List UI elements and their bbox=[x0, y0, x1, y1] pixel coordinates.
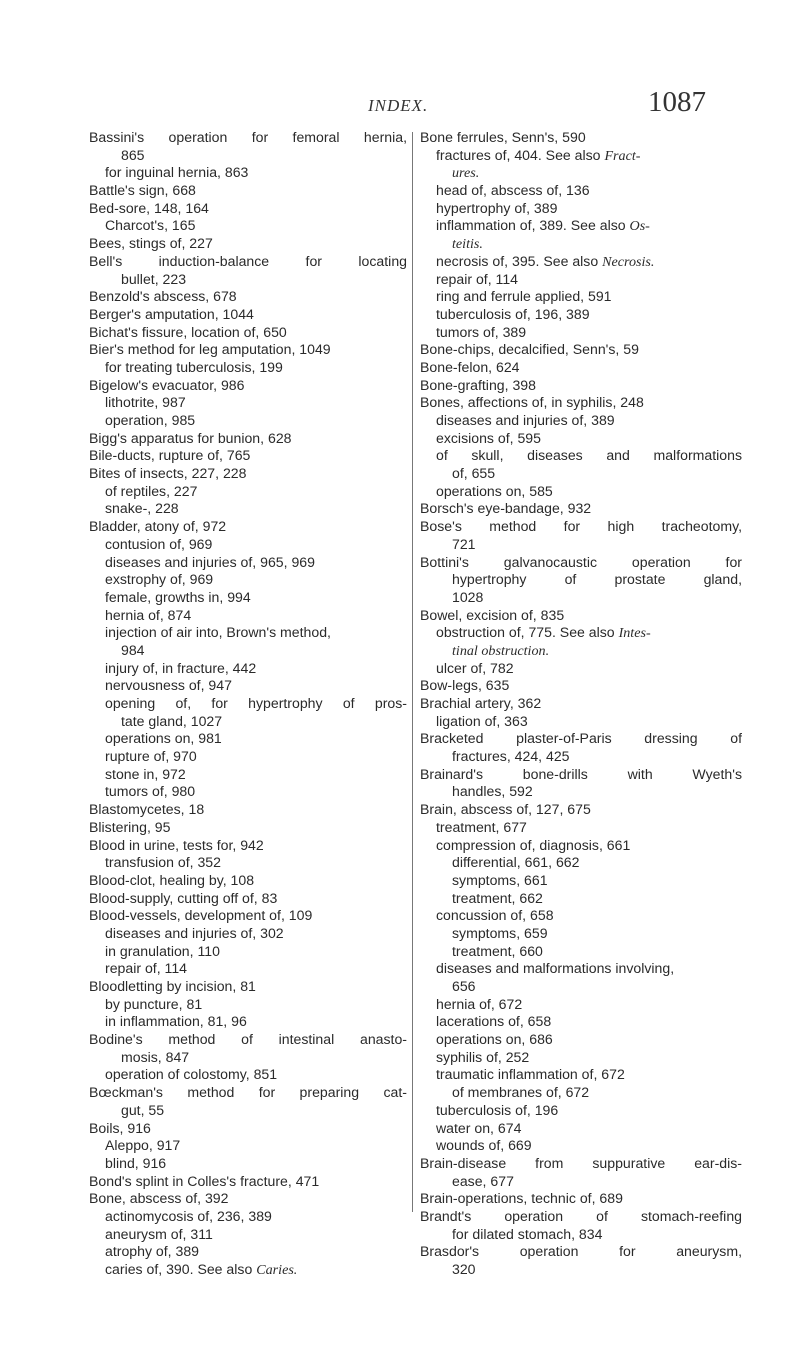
index-entry bbox=[89, 465, 407, 483]
index-entry bbox=[420, 341, 742, 359]
running-header-title: INDEX. bbox=[368, 96, 429, 115]
index-entry bbox=[89, 306, 407, 324]
entry-text: Bloodletting by incision, 81 bbox=[89, 978, 256, 994]
index-subentry bbox=[420, 1226, 742, 1244]
entry-text: inflammation of, 389. See also bbox=[436, 217, 630, 234]
entry-text: operations on, 981 bbox=[105, 730, 222, 747]
index-subentry bbox=[420, 1137, 742, 1155]
index-entry bbox=[420, 129, 742, 147]
index-entry bbox=[420, 500, 742, 518]
index-entry bbox=[420, 377, 742, 395]
index-subentry bbox=[89, 660, 407, 678]
entry-text: by puncture, 81 bbox=[105, 995, 203, 1012]
entry-text: Blistering, 95 bbox=[89, 818, 171, 835]
entry-text: Blood-clot, healing by, 108 bbox=[89, 871, 255, 888]
index-entry bbox=[89, 288, 407, 306]
entry-text: 865 bbox=[121, 146, 145, 163]
index-subentry bbox=[89, 960, 407, 978]
cross-reference: Os- bbox=[629, 218, 650, 235]
entry-text: Bow-legs, 635 bbox=[420, 677, 510, 694]
index-entry bbox=[89, 324, 407, 342]
entry-text: Bone-felon, 624 bbox=[420, 358, 520, 375]
index-entry bbox=[89, 182, 407, 200]
index-column-right bbox=[420, 129, 742, 1279]
entry-text: Bodine's method of intestinal anasto- bbox=[89, 1031, 407, 1048]
index-subentry bbox=[89, 483, 407, 501]
index-subentry bbox=[420, 660, 742, 678]
index-subentry bbox=[420, 943, 742, 961]
entry-text: injection of air into, Brown's method, bbox=[105, 624, 331, 641]
index-entry bbox=[420, 1208, 742, 1226]
entry-text: aneurysm of, 311 bbox=[105, 1225, 213, 1242]
index-entry bbox=[89, 518, 407, 536]
index-entry bbox=[89, 377, 407, 395]
index-subentry bbox=[420, 324, 742, 342]
cross-reference: tinal obstruction. bbox=[452, 642, 550, 659]
index-subentry bbox=[89, 412, 407, 430]
index-subentry bbox=[420, 642, 742, 660]
index-subentry bbox=[420, 1013, 742, 1031]
index-subentry bbox=[89, 571, 407, 589]
index-entry bbox=[420, 801, 742, 819]
index-entry bbox=[89, 978, 407, 996]
entry-text: diseases and injuries of, 389 bbox=[436, 412, 615, 428]
entry-text: handles, 592 bbox=[452, 783, 533, 800]
index-subentry bbox=[89, 996, 407, 1014]
index-subentry bbox=[89, 695, 407, 713]
index-subentry bbox=[89, 1137, 407, 1155]
entry-text: actinomycosis of, 236, 389 bbox=[105, 1207, 272, 1224]
entry-text: diseases and malformations involving, bbox=[436, 960, 675, 977]
entry-text: ring and ferrule applied, 591 bbox=[436, 288, 612, 305]
entry-text: Bed-sore, 148, 164 bbox=[89, 199, 209, 216]
entry-text: Bracketed plaster-of-Paris dressing of bbox=[420, 730, 742, 747]
entry-text: 984 bbox=[121, 641, 145, 658]
index-subentry bbox=[420, 783, 742, 801]
entry-text: Bowel, excision of, 835 bbox=[420, 606, 565, 623]
index-subentry bbox=[89, 607, 407, 625]
index-subentry bbox=[420, 253, 742, 271]
entry-text: bullet, 223 bbox=[121, 270, 187, 287]
entry-text: Brain-operations, technic of, 689 bbox=[420, 1190, 623, 1207]
entry-text: head of, abscess of, 136 bbox=[436, 182, 590, 199]
index-subentry bbox=[420, 1173, 742, 1191]
index-entry bbox=[420, 1243, 742, 1261]
entry-text: symptoms, 661 bbox=[452, 871, 548, 888]
index-subentry bbox=[89, 147, 407, 165]
entry-text: mosis, 847 bbox=[121, 1048, 190, 1065]
entry-text: repair of, 114 bbox=[105, 960, 188, 977]
entry-text: stone in, 972 bbox=[105, 765, 186, 782]
entry-text: hernia of, 874 bbox=[105, 606, 192, 623]
index-subentry bbox=[420, 271, 742, 289]
index-subentry bbox=[89, 589, 407, 607]
index-entry bbox=[420, 394, 742, 412]
entry-text: contusion of, 969 bbox=[105, 535, 213, 552]
entry-text: Blood-vessels, development of, 109 bbox=[89, 907, 313, 924]
index-subentry bbox=[89, 217, 407, 235]
entry-text: Bell's induction-balance for locating bbox=[89, 252, 407, 269]
entry-text: Bigg's apparatus for bunion, 628 bbox=[89, 429, 292, 446]
entry-text: Aleppo, 917 bbox=[105, 1137, 181, 1154]
entry-text: tumors of, 980 bbox=[105, 783, 196, 800]
entry-text: gut, 55 bbox=[121, 1101, 165, 1118]
entry-text: atrophy of, 389 bbox=[105, 1243, 200, 1260]
entry-text: Brain-disease from suppurative ear-dis- bbox=[420, 1154, 742, 1171]
entry-text: excisions of, 595 bbox=[436, 429, 541, 446]
index-subentry bbox=[89, 1066, 407, 1084]
index-subentry bbox=[89, 713, 407, 731]
index-subentry bbox=[420, 624, 742, 642]
entry-text: syphilis of, 252 bbox=[436, 1048, 530, 1065]
index-subentry bbox=[89, 164, 407, 182]
entry-text: rupture of, 970 bbox=[105, 748, 197, 765]
entry-text: of skull, diseases and malformations bbox=[436, 447, 742, 464]
entry-text: Bassini's operation for femoral hernia, bbox=[89, 129, 407, 145]
entry-text: ligation of, 363 bbox=[436, 712, 528, 729]
index-subentry bbox=[89, 1049, 407, 1067]
index-subentry bbox=[89, 1226, 407, 1244]
index-subentry bbox=[89, 748, 407, 766]
index-subentry bbox=[89, 500, 407, 518]
index-subentry bbox=[89, 624, 407, 642]
index-subentry bbox=[420, 288, 742, 306]
entry-text: 1028 bbox=[452, 588, 484, 605]
entry-text: Blood-supply, cutting off of, 83 bbox=[89, 889, 278, 906]
entry-text: caries of, 390. See also bbox=[105, 1261, 257, 1277]
index-subentry bbox=[420, 996, 742, 1014]
index-entry bbox=[89, 907, 407, 925]
entry-text: blind, 916 bbox=[105, 1154, 167, 1171]
index-subentry bbox=[89, 394, 407, 412]
index-subentry bbox=[89, 1013, 407, 1031]
index-subentry bbox=[89, 271, 407, 289]
cross-reference: Caries. bbox=[256, 1262, 298, 1278]
entry-text: tuberculosis of, 196, 389 bbox=[436, 305, 590, 322]
entry-text: hypertrophy of prostate gland, bbox=[452, 571, 742, 588]
entry-text: nervousness of, 947 bbox=[105, 677, 232, 694]
index-entry bbox=[89, 872, 407, 890]
index-subentry bbox=[89, 783, 407, 801]
index-entry bbox=[89, 1120, 407, 1138]
index-subentry bbox=[89, 1102, 407, 1120]
index-entry bbox=[89, 1031, 407, 1049]
entry-text: Bier's method for leg amputation, 1049 bbox=[89, 341, 331, 358]
entry-text: Bœckman's method for preparing cat- bbox=[89, 1084, 407, 1101]
index-subentry bbox=[420, 1102, 742, 1120]
entry-text: Bone, abscess of, 392 bbox=[89, 1190, 229, 1207]
entry-text: Bites of insects, 227, 228 bbox=[89, 465, 247, 482]
entry-text: tumors of, 389 bbox=[436, 323, 527, 340]
entry-text: 320 bbox=[452, 1261, 476, 1277]
entry-text: exstrophy of, 969 bbox=[105, 571, 214, 588]
index-subentry bbox=[89, 1155, 407, 1173]
index-entry bbox=[89, 200, 407, 218]
index-subentry bbox=[420, 872, 742, 890]
entry-text: of membranes of, 672 bbox=[452, 1084, 590, 1101]
index-subentry bbox=[420, 147, 742, 165]
index-subentry bbox=[420, 925, 742, 943]
entry-text: for inguinal hernia, 863 bbox=[105, 164, 249, 181]
entry-text: Boils, 916 bbox=[89, 1119, 151, 1136]
entry-text: female, growths in, 994 bbox=[105, 588, 251, 605]
entry-text: Bees, stings of, 227 bbox=[89, 235, 213, 252]
index-subentry bbox=[420, 536, 742, 554]
entry-text: Bone ferrules, Senn's, 590 bbox=[420, 129, 586, 145]
index-subentry bbox=[420, 589, 742, 607]
entry-text: tuberculosis of, 196 bbox=[436, 1101, 559, 1118]
entry-text: Bottini's galvanocaustic operation for bbox=[420, 553, 742, 570]
entry-text: Battle's sign, 668 bbox=[89, 182, 196, 199]
index-subentry bbox=[420, 447, 742, 465]
entry-text: traumatic inflammation of, 672 bbox=[436, 1066, 625, 1083]
entry-text: diseases and injuries of, 302 bbox=[105, 924, 284, 941]
index-subentry bbox=[420, 907, 742, 925]
index-subentry bbox=[420, 819, 742, 837]
index-subentry bbox=[420, 890, 742, 908]
cross-reference: Intes- bbox=[618, 625, 651, 642]
entry-text: Bichat's fissure, location of, 650 bbox=[89, 323, 287, 340]
index-subentry bbox=[420, 430, 742, 448]
index-entry bbox=[89, 1084, 407, 1102]
entry-text: Borsch's eye-bandage, 932 bbox=[420, 500, 592, 517]
index-entry bbox=[420, 677, 742, 695]
entry-text: lacerations of, 658 bbox=[436, 1013, 552, 1030]
entry-text: for dilated stomach, 834 bbox=[452, 1225, 603, 1242]
index-subentry bbox=[420, 571, 742, 589]
entry-text: 656 bbox=[452, 978, 476, 994]
cross-reference: ures. bbox=[452, 165, 480, 182]
entry-text: treatment, 662 bbox=[452, 889, 543, 906]
entry-text: Brachial artery, 362 bbox=[420, 695, 542, 711]
entry-text: Bile-ducts, rupture of, 765 bbox=[89, 447, 251, 464]
index-subentry bbox=[420, 200, 742, 218]
index-entry bbox=[89, 430, 407, 448]
entry-text: repair of, 114 bbox=[436, 270, 519, 287]
index-entry bbox=[89, 890, 407, 908]
entry-text: Brain, abscess of, 127, 675 bbox=[420, 801, 591, 818]
entry-text: necrosis of, 395. See also bbox=[436, 252, 603, 269]
entry-text: Bones, affections of, in syphilis, 248 bbox=[420, 394, 644, 411]
cross-reference: teitis. bbox=[452, 236, 483, 253]
entry-text: concussion of, 658 bbox=[436, 907, 554, 924]
index-entry bbox=[89, 341, 407, 359]
entry-text: Bone-grafting, 398 bbox=[420, 376, 536, 393]
entry-text: for treating tuberculosis, 199 bbox=[105, 358, 283, 375]
index-entry bbox=[420, 1190, 742, 1208]
index-subentry bbox=[420, 1261, 742, 1279]
index-entry bbox=[420, 554, 742, 572]
entry-text: injury of, in fracture, 442 bbox=[105, 659, 257, 676]
index-subentry bbox=[89, 943, 407, 961]
index-subentry bbox=[89, 1208, 407, 1226]
entry-text: of reptiles, 227 bbox=[105, 482, 198, 499]
index-subentry bbox=[420, 748, 742, 766]
index-subentry bbox=[89, 730, 407, 748]
index-entry bbox=[89, 447, 407, 465]
index-subentry bbox=[89, 677, 407, 695]
entry-text: Bose's method for high tracheotomy, bbox=[420, 518, 742, 535]
index-subentry bbox=[420, 1066, 742, 1084]
entry-text: wounds of, 669 bbox=[436, 1137, 532, 1154]
index-subentry bbox=[420, 483, 742, 501]
entry-text: operations on, 585 bbox=[436, 482, 553, 499]
entry-text: operation, 985 bbox=[105, 412, 196, 428]
entry-text: of, 655 bbox=[452, 465, 496, 482]
entry-text: snake-, 228 bbox=[105, 500, 179, 517]
index-subentry bbox=[89, 554, 407, 572]
entry-text: compression of, diagnosis, 661 bbox=[436, 836, 631, 853]
entry-text: differential, 661, 662 bbox=[452, 854, 580, 871]
index-entry bbox=[420, 695, 742, 713]
entry-text: 721 bbox=[452, 535, 476, 552]
index-entry bbox=[420, 1155, 742, 1173]
entry-text: lithotrite, 987 bbox=[105, 394, 186, 411]
index-subentry bbox=[420, 1049, 742, 1067]
entry-text: water on, 674 bbox=[436, 1119, 522, 1136]
entry-text: ulcer of, 782 bbox=[436, 659, 514, 676]
index-subentry bbox=[420, 1084, 742, 1102]
entry-text: Benzold's abscess, 678 bbox=[89, 288, 237, 305]
index-subentry bbox=[420, 713, 742, 731]
entry-text: in inflammation, 81, 96 bbox=[105, 1013, 247, 1030]
entry-text: tate gland, 1027 bbox=[121, 712, 223, 729]
index-entry bbox=[89, 1190, 407, 1208]
index-subentry bbox=[420, 182, 742, 200]
entry-text: diseases and injuries of, 965, 969 bbox=[105, 553, 315, 570]
index-subentry bbox=[89, 1261, 407, 1279]
entry-text: Berger's amputation, 1044 bbox=[89, 305, 254, 322]
index-entry bbox=[420, 730, 742, 748]
entry-text: Blood in urine, tests for, 942 bbox=[89, 836, 264, 853]
index-subentry bbox=[89, 359, 407, 377]
index-subentry bbox=[420, 412, 742, 430]
entry-text: obstruction of, 775. See also bbox=[436, 624, 619, 641]
index-subentry bbox=[89, 925, 407, 943]
entry-text: operation of colostomy, 851 bbox=[105, 1066, 278, 1083]
index-subentry bbox=[420, 217, 742, 235]
index-subentry bbox=[420, 978, 742, 996]
index-subentry bbox=[89, 766, 407, 784]
index-subentry bbox=[89, 536, 407, 554]
entry-text: Bladder, atony of, 972 bbox=[89, 518, 227, 535]
entry-text: Bigelow's evacuator, 986 bbox=[89, 376, 245, 393]
index-subentry bbox=[420, 854, 742, 872]
entry-text: Brainard's bone-drills with Wyeth's bbox=[420, 765, 742, 782]
index-entry bbox=[420, 359, 742, 377]
index-subentry bbox=[420, 306, 742, 324]
entry-text: Charcot's, 165 bbox=[105, 217, 196, 234]
entry-text: opening of, for hypertrophy of pros- bbox=[105, 695, 407, 711]
entry-text: in granulation, 110 bbox=[105, 942, 220, 959]
cross-reference: Fract- bbox=[604, 147, 641, 164]
index-subentry bbox=[420, 837, 742, 855]
entry-text: Brasdor's operation for aneurysm, bbox=[420, 1243, 742, 1260]
index-subentry bbox=[420, 1120, 742, 1138]
entry-text: Blastomycetes, 18 bbox=[89, 801, 205, 818]
entry-text: Bond's splint in Colles's fracture, 471 bbox=[89, 1172, 320, 1189]
index-entry bbox=[89, 253, 407, 271]
entry-text: Brandt's operation of stomach-reefing bbox=[420, 1207, 742, 1224]
entry-text: transfusion of, 352 bbox=[105, 854, 221, 871]
index-entry bbox=[89, 837, 407, 855]
entry-text: Bone-chips, decalcified, Senn's, 59 bbox=[420, 341, 639, 358]
index-entry bbox=[420, 766, 742, 784]
page-number: 1087 bbox=[648, 86, 706, 118]
index-subentry bbox=[420, 465, 742, 483]
index-subentry bbox=[420, 235, 742, 253]
index-entry bbox=[89, 801, 407, 819]
entry-text: hypertrophy of, 389 bbox=[436, 199, 558, 216]
index-subentry bbox=[420, 164, 742, 182]
index-entry bbox=[89, 129, 407, 147]
index-entry bbox=[420, 607, 742, 625]
entry-text: treatment, 660 bbox=[452, 942, 543, 959]
entry-text: fractures of, 404. See also bbox=[436, 146, 605, 163]
index-subentry bbox=[420, 960, 742, 978]
index-entry bbox=[89, 1173, 407, 1191]
cross-reference: Necrosis. bbox=[602, 253, 655, 270]
index-entry bbox=[420, 518, 742, 536]
column-divider bbox=[412, 132, 413, 1212]
entry-text: operations on, 686 bbox=[436, 1031, 553, 1048]
index-entry bbox=[89, 819, 407, 837]
index-subentry bbox=[89, 854, 407, 872]
entry-text: ease, 677 bbox=[452, 1172, 514, 1189]
index-column-left bbox=[89, 129, 407, 1279]
entry-text: fractures, 424, 425 bbox=[452, 748, 570, 765]
index-subentry bbox=[89, 1243, 407, 1261]
entry-text: hernia of, 672 bbox=[436, 995, 523, 1012]
entry-text: symptoms, 659 bbox=[452, 924, 548, 941]
entry-text: treatment, 677 bbox=[436, 818, 527, 835]
index-entry bbox=[89, 235, 407, 253]
index-subentry bbox=[420, 1031, 742, 1049]
index-subentry bbox=[89, 642, 407, 660]
